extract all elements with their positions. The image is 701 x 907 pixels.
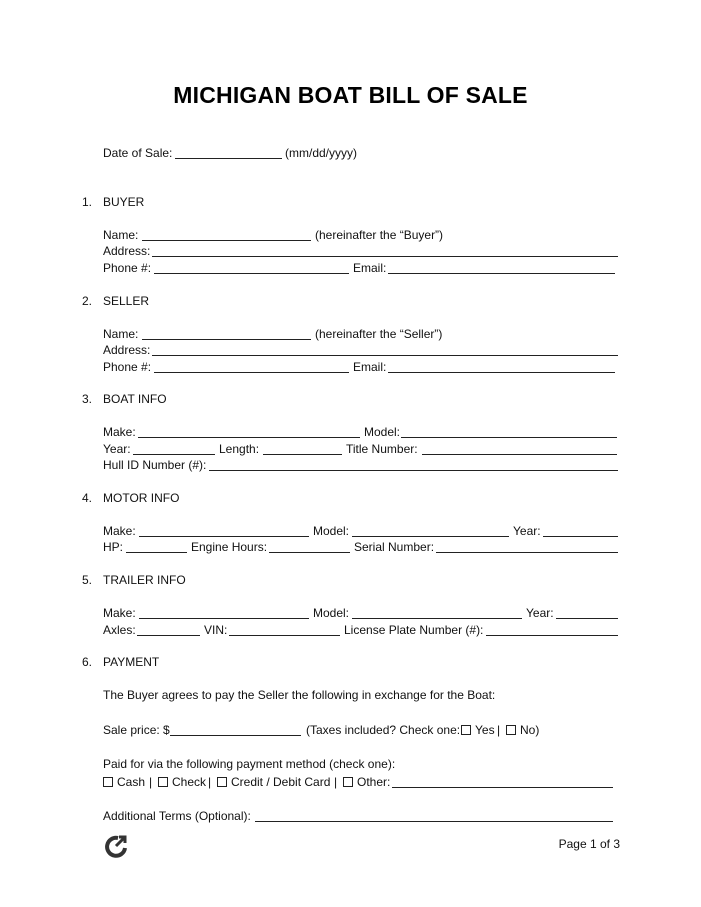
boat-section-number: 3. bbox=[82, 392, 93, 406]
boat-make-field[interactable] bbox=[138, 437, 360, 438]
payment-method-label: Paid for via the following payment method (check one): bbox=[103, 757, 396, 771]
motor-hours-field[interactable] bbox=[269, 552, 350, 553]
method-cash-option[interactable] bbox=[103, 774, 145, 790]
buyer-phone-label: Phone #: bbox=[103, 261, 152, 275]
trailer-axles-field[interactable] bbox=[137, 635, 200, 636]
trailer-vin-label: VIN: bbox=[204, 623, 228, 637]
payment-method-prompt-row bbox=[0, 756, 701, 772]
motor-make-field[interactable] bbox=[139, 536, 309, 537]
trailer-model-label: Model: bbox=[313, 606, 350, 620]
taxes-no-checkbox[interactable] bbox=[506, 725, 516, 735]
method-check-checkbox[interactable] bbox=[158, 777, 168, 787]
motor-hp-row bbox=[0, 539, 701, 555]
trailer-axles-label: Axles: bbox=[103, 623, 136, 637]
motor-make-label: Make: bbox=[103, 524, 136, 538]
buyer-address-field[interactable] bbox=[152, 256, 618, 257]
motor-hp-label: HP: bbox=[103, 540, 124, 554]
seller-email-label: Email: bbox=[353, 360, 387, 374]
method-separator: | bbox=[149, 775, 153, 789]
method-check-option[interactable] bbox=[158, 774, 206, 790]
boat-make-label: Make: bbox=[103, 425, 136, 439]
motor-model-field[interactable] bbox=[352, 536, 509, 537]
method-card-option[interactable] bbox=[217, 774, 330, 790]
buyer-contact-row bbox=[0, 260, 701, 276]
additional-terms-label: Additional Terms (Optional): bbox=[103, 809, 251, 823]
seller-name-field[interactable] bbox=[142, 339, 311, 340]
payment-method-options-row bbox=[0, 774, 701, 790]
buyer-hereinafter: (hereinafter the “Buyer”) bbox=[315, 228, 444, 242]
boat-length-label: Length: bbox=[219, 442, 260, 456]
buyer-email-field[interactable] bbox=[388, 273, 615, 274]
seller-address-row bbox=[0, 342, 701, 358]
motor-heading: MOTOR INFO bbox=[103, 491, 180, 505]
taxes-separator: | bbox=[497, 723, 501, 737]
buyer-address-label: Address: bbox=[103, 244, 151, 258]
seller-address-field[interactable] bbox=[152, 355, 618, 356]
sale-price-row bbox=[0, 722, 701, 738]
motor-serial-label: Serial Number: bbox=[354, 540, 435, 554]
sale-price-label: Sale price: $ bbox=[103, 723, 170, 737]
boat-year-label: Year: bbox=[103, 442, 131, 456]
method-other-label: Other: bbox=[357, 775, 391, 789]
method-card-label: Credit / Debit Card bbox=[231, 775, 331, 789]
method-card-checkbox[interactable] bbox=[217, 777, 227, 787]
motor-year-field[interactable] bbox=[543, 536, 618, 537]
seller-hereinafter: (hereinafter the “Seller”) bbox=[315, 327, 443, 341]
date-of-sale-label: Date of Sale: bbox=[103, 146, 173, 160]
payment-intro-text: The Buyer agrees to pay the Seller the following in exchange for the Boat: bbox=[103, 688, 496, 702]
taxes-yes-option[interactable] bbox=[461, 722, 495, 738]
seller-name-label: Name: bbox=[103, 327, 139, 341]
boat-hull-field[interactable] bbox=[209, 470, 618, 471]
seller-phone-field[interactable] bbox=[154, 372, 349, 373]
trailer-plate-field[interactable] bbox=[486, 635, 618, 636]
motor-year-label: Year: bbox=[513, 524, 541, 538]
boat-hull-row bbox=[0, 457, 701, 473]
method-cash-checkbox[interactable] bbox=[103, 777, 113, 787]
additional-terms-row bbox=[0, 808, 701, 824]
seller-heading: SELLER bbox=[103, 294, 150, 308]
boat-title-label: Title Number: bbox=[346, 442, 418, 456]
method-other-option[interactable] bbox=[343, 774, 390, 790]
seller-section-number: 2. bbox=[82, 294, 93, 308]
buyer-heading: BUYER bbox=[103, 195, 145, 209]
boat-model-field[interactable] bbox=[401, 437, 617, 438]
motor-serial-field[interactable] bbox=[436, 552, 618, 553]
method-check-label: Check bbox=[172, 775, 207, 789]
date-format-hint: (mm/dd/yyyy) bbox=[285, 146, 357, 160]
seller-name-row bbox=[0, 326, 701, 342]
sale-price-field[interactable] bbox=[170, 735, 301, 736]
boat-year-row bbox=[0, 441, 701, 457]
trailer-make-row bbox=[0, 605, 701, 621]
trailer-make-field[interactable] bbox=[139, 618, 309, 619]
boat-hull-label: Hull ID Number (#): bbox=[103, 458, 207, 472]
motor-model-label: Model: bbox=[313, 524, 350, 538]
additional-terms-field[interactable] bbox=[255, 821, 613, 822]
brand-logo-icon bbox=[104, 834, 128, 858]
boat-model-label: Model: bbox=[364, 425, 401, 439]
trailer-make-label: Make: bbox=[103, 606, 136, 620]
seller-contact-row bbox=[0, 359, 701, 375]
buyer-name-field[interactable] bbox=[142, 240, 311, 241]
buyer-phone-field[interactable] bbox=[154, 273, 349, 274]
seller-address-label: Address: bbox=[103, 343, 151, 357]
trailer-model-field[interactable] bbox=[352, 618, 522, 619]
date-of-sale-row bbox=[0, 145, 701, 161]
trailer-section-number: 5. bbox=[82, 573, 93, 587]
buyer-section-number: 1. bbox=[82, 195, 93, 209]
taxes-no-label: No) bbox=[520, 723, 540, 737]
payment-intro-row bbox=[0, 687, 701, 703]
trailer-year-label: Year: bbox=[526, 606, 554, 620]
taxes-no-option[interactable] bbox=[506, 722, 539, 738]
taxes-yes-label: Yes bbox=[475, 723, 495, 737]
method-other-checkbox[interactable] bbox=[343, 777, 353, 787]
trailer-plate-label: License Plate Number (#): bbox=[344, 623, 484, 637]
motor-hours-label: Engine Hours: bbox=[191, 540, 268, 554]
buyer-name-label: Name: bbox=[103, 228, 139, 242]
method-separator: | bbox=[208, 775, 212, 789]
seller-phone-label: Phone #: bbox=[103, 360, 152, 374]
method-other-field[interactable] bbox=[392, 787, 613, 788]
boat-year-field[interactable] bbox=[133, 454, 215, 455]
buyer-name-row bbox=[0, 227, 701, 243]
boat-make-row bbox=[0, 424, 701, 440]
buyer-email-label: Email: bbox=[353, 261, 387, 275]
payment-section-number: 6. bbox=[82, 655, 93, 669]
motor-hp-field[interactable] bbox=[126, 552, 187, 553]
boat-title-field[interactable] bbox=[422, 454, 617, 455]
payment-heading: PAYMENT bbox=[103, 655, 160, 669]
boat-heading: BOAT INFO bbox=[103, 392, 167, 406]
document-title: MICHIGAN BOAT BILL OF SALE bbox=[173, 82, 528, 108]
trailer-heading: TRAILER INFO bbox=[103, 573, 186, 587]
trailer-year-field[interactable] bbox=[556, 618, 618, 619]
date-of-sale-field[interactable] bbox=[175, 158, 282, 159]
boat-length-field[interactable] bbox=[263, 454, 342, 455]
buyer-address-row bbox=[0, 243, 701, 259]
motor-make-row bbox=[0, 523, 701, 539]
trailer-axles-row bbox=[0, 622, 701, 638]
seller-email-field[interactable] bbox=[388, 372, 615, 373]
taxes-question-label: (Taxes included? Check one: bbox=[306, 723, 461, 737]
method-separator: | bbox=[334, 775, 338, 789]
trailer-vin-field[interactable] bbox=[229, 635, 340, 636]
page-number: Page 1 of 3 bbox=[558, 837, 620, 851]
taxes-yes-checkbox[interactable] bbox=[461, 725, 471, 735]
method-cash-label: Cash bbox=[117, 775, 146, 789]
motor-section-number: 4. bbox=[82, 491, 93, 505]
